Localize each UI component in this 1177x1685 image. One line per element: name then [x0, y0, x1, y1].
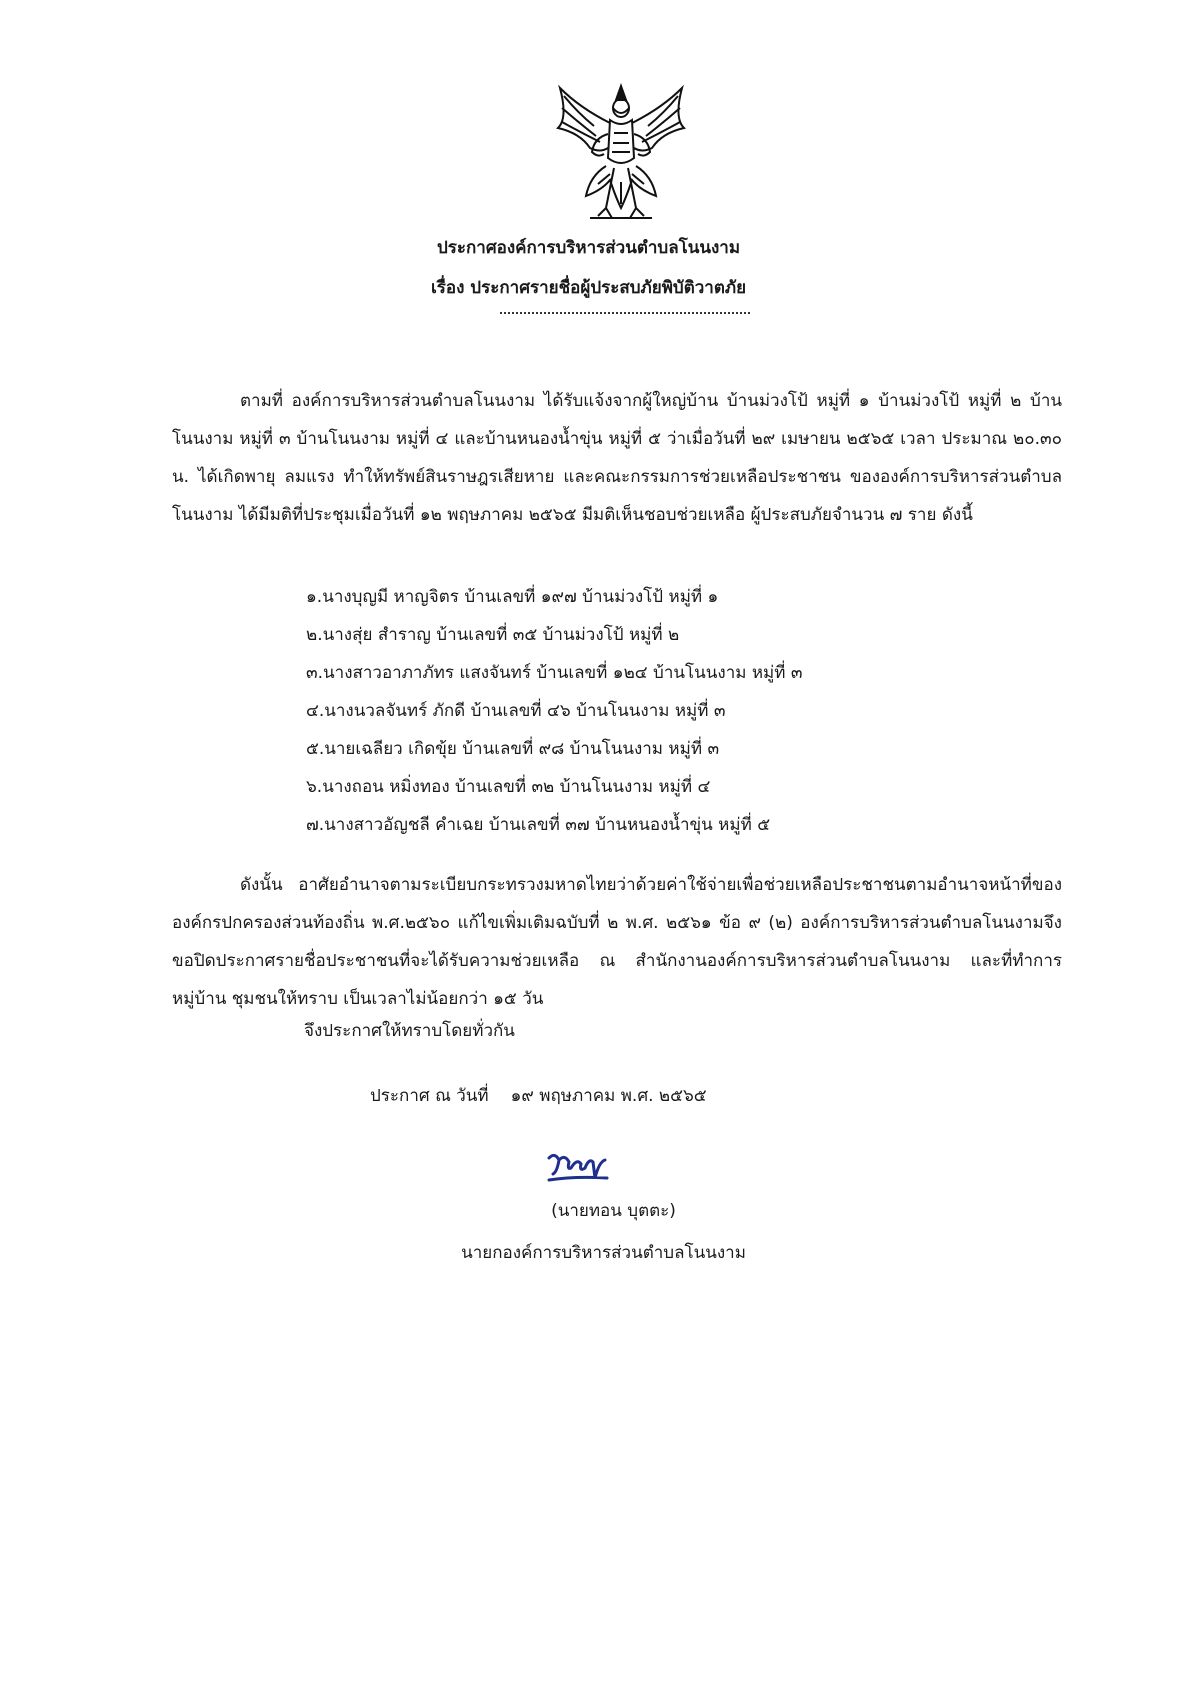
divider [500, 312, 750, 314]
signatory-name: (นายทอน บุตตะ) [551, 1201, 676, 1221]
paragraph-authority: ดังนั้น อาศัยอำนาจตามระเบียบกระทรวงมหาดไทยว่าด้วยค่าใช้จ่ายเพื่อช่วยเหลือประชาชนตามอำนาจหน้าที่ขององค์กรปกครองส่วนท้องถิ่น พ.ศ.๒๕๖๐ แก้ไขเพิ่มเติมฉบับที่ ๒ พ.ศ. ๒๕๖๑ ข้อ ๙ (๒) องค์การบริหารส่วนตำบลโนนงามจึงขอปิดประกาศรายชื่อประชาชนที่จะได้รับความช่วยเหลือ ณ สำนักงานองค์การบริหารส่วนตำบลโนนงาม และที่ทำการหมู่บ้าน ชุมชนให้ทราบ เป็นเวลาไม่น้อยกว่า ๑๕ วัน [172, 875, 1062, 1009]
victim-list [306, 578, 803, 844]
list-item: ๗.นางสาวอัญชลี คำเฉย บ้านเลขที่ ๓๗ บ้านหนองน้ำขุ่น หมู่ที่ ๕ [306, 815, 771, 835]
signatory-position: นายกองค์การบริหารส่วนตำบลโนนงาม [461, 1243, 746, 1263]
list-item: ๔.นางนวลจันทร์ ภักดี บ้านเลขที่ ๔๖ บ้านโนนงาม หมู่ที่ ๓ [306, 701, 726, 721]
handwritten-signature [545, 1148, 609, 1184]
announcement-date: ๑๙ พฤษภาคม พ.ศ. ๒๕๖๕ [510, 1086, 707, 1106]
date-prefix: ประกาศ ณ วันที่ [370, 1086, 489, 1106]
list-item: ๕.นายเฉลียว เกิดขุ้ย บ้านเลขที่ ๙๘ บ้านโนนงาม หมู่ที่ ๓ [306, 739, 720, 759]
garuda-emblem-icon [550, 78, 692, 228]
closing-statement: จึงประกาศให้ทราบโดยทั่วกัน [304, 1021, 515, 1041]
list-item: ๒.นางสุ่ย สำราญ บ้านเลขที่ ๓๕ บ้านม่วงโป้ หมู่ที่ ๒ [306, 625, 680, 645]
announcement-date-line [370, 1082, 707, 1109]
paragraph-intro: ตามที่ องค์การบริหารส่วนตำบลโนนงาม ได้รับแจ้งจากผู้ใหญ่บ้าน บ้านม่วงโป้ หมู่ที่ ๑ บ้านม่วงโป้ หมู่ที่ ๒ บ้านโนนงาม หมู่ที่ ๓ บ้านโนนงาม หมู่ที่ ๔ และบ้านหนองน้ำขุ่น หมู่ที่ ๕ ว่าเมื่อวันที่ ๒๙ เมษายน ๒๕๖๕ เวลา ประมาณ ๒๐.๓๐ น. ได้เกิดพายุ ลมแรง ทำให้ทรัพย์สินราษฎรเสียหาย และคณะกรรมการช่วยเหลือประชาชน ขององค์การบริหารส่วนตำบลโนนงาม ได้มีมติที่ประชุมเมื่อวันที่ ๑๒ พฤษภาคม ๒๕๖๕ มีมติเห็นชอบช่วยเหลือ ผู้ประสบภัยจำนวน ๗ ราย ดังนี้ [172, 391, 1062, 525]
list-item: ๓.นางสาวอาภาภัทร แสงจันทร์ บ้านเลขที่ ๑๒๔ บ้านโนนงาม หมู่ที่ ๓ [306, 663, 803, 683]
list-item: ๖.นางถอน หมิ่งทอง บ้านเลขที่ ๓๒ บ้านโนนงาม หมู่ที่ ๔ [306, 777, 711, 797]
announcement-subject: เรื่อง ประกาศรายชื่อผู้ประสบภัยพิบัติวาตภัย [430, 278, 747, 298]
list-item: ๑.นางบุญมี หาญจิตร บ้านเลขที่ ๑๙๗ บ้านม่วงโป้ หมู่ที่ ๑ [306, 587, 719, 607]
announcement-title: ประกาศองค์การบริหารส่วนตำบลโนนงาม [436, 238, 741, 258]
